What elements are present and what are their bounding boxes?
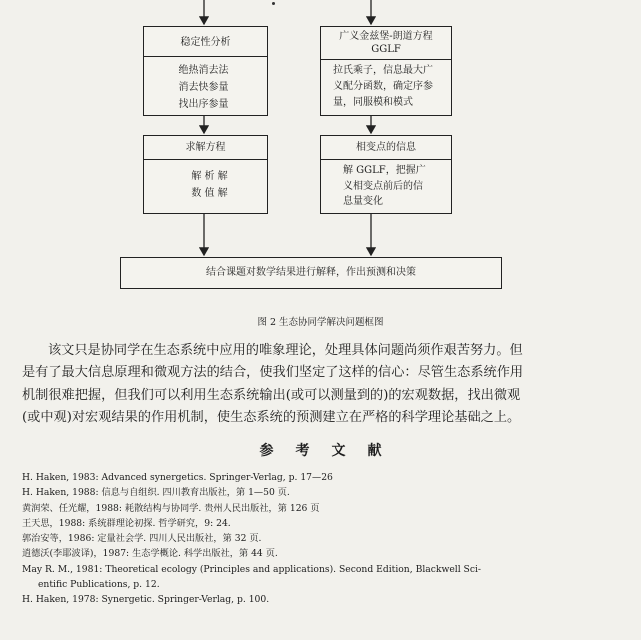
box-line: 消去快参量 [178, 82, 229, 93]
box-phase-transition-info [320, 135, 452, 214]
references-list [22, 470, 622, 608]
reference-item: H. Haken, 1978: Synergetic. Springer-Verlag, p. 100. [22, 594, 270, 606]
reference-item: H. Haken, 1988: 信息与自组织. 四川教育出版社，第 1—50 页. [22, 487, 290, 499]
body-paragraph [22, 340, 587, 430]
box-line: 解 析 解 [191, 171, 228, 182]
paragraph-line: 该文只是协同学在生态系统中应用的唯象理论，处理具体问题尚须作艰苦努力。但 [48, 343, 523, 358]
box-solve-equations-body [144, 160, 267, 202]
box-line: 找出序参量 [178, 99, 229, 110]
box-line: 义相变点前后的信 [343, 180, 423, 192]
figure-caption: 图 2 生态协同学解决问题框图 [257, 317, 384, 328]
box-phase-transition-info-title: 相变点的信息 [321, 136, 451, 160]
box-line: 义配分函数，确定序参 [333, 81, 433, 92]
box-stability-analysis-body [144, 57, 267, 113]
box-line: 解 GGLF，把握广 [343, 165, 426, 176]
paragraph-line: (或中观)对宏观结果的作用机制，使生态系统的预测建立在严格的科学理论基础之上。 [22, 410, 521, 426]
box-line: 量，同服模和模式 [333, 97, 413, 108]
reference-item: May R. M., 1981: Theoretical ecology (Principles and applications). Second Edition, Blackwell Sci- [22, 563, 482, 575]
reference-item: 王天思，1988: 系统群理论初探. 哲学研究，9: 24. [22, 517, 231, 529]
paragraph-line: 机制很难把握，但我们可以利用生态系统输出(或可以测量到的)的宏观数据，找出微观 [22, 387, 521, 403]
paragraph-line: 是有了最大信息原理和微观方法的结合，使我们坚定了这样的信心：尽管生态系统作用 [22, 365, 524, 381]
box-interpretation: 结合课题对数学结果进行解释，作出预测和决策 [120, 257, 502, 289]
box-solve-equations [143, 135, 268, 214]
box-gglf-body [321, 60, 451, 111]
box-stability-analysis-title: 稳定性分析 [144, 27, 267, 57]
box-gglf-title: 广义金兹堡-朗道方程 GGLF [321, 27, 451, 60]
box-gglf [320, 26, 452, 116]
box-solve-equations-title: 求解方程 [144, 136, 267, 160]
box-line: 数 值 解 [191, 188, 228, 199]
reference-item: 黄润荣、任光耀，1988: 耗散结构与协同学. 贵州人民出版社，第 126 页 [22, 502, 320, 514]
reference-item: H. Haken, 1983: Advanced synergetics. Springer-Verlag, p. 17—26 [22, 472, 333, 483]
references-heading: 参考文献 [259, 443, 404, 459]
reference-item: 逍德沃(李耶波译)，1987: 生态学概论. 科学出版社，第 44 页. [22, 548, 278, 560]
box-line: 拉氏乘子，信息最大广 [333, 65, 433, 76]
reference-item: 郭治安等，1986: 定量社会学. 四川人民出版社，第 32 页. [22, 533, 262, 545]
box-line: 绝热消去法 [178, 65, 229, 76]
reference-item-continuation: entific Publications, p. 12. [38, 579, 160, 591]
box-stability-analysis [143, 26, 268, 116]
box-phase-transition-info-body [321, 160, 451, 210]
box-line: 息量变化 [343, 196, 383, 207]
